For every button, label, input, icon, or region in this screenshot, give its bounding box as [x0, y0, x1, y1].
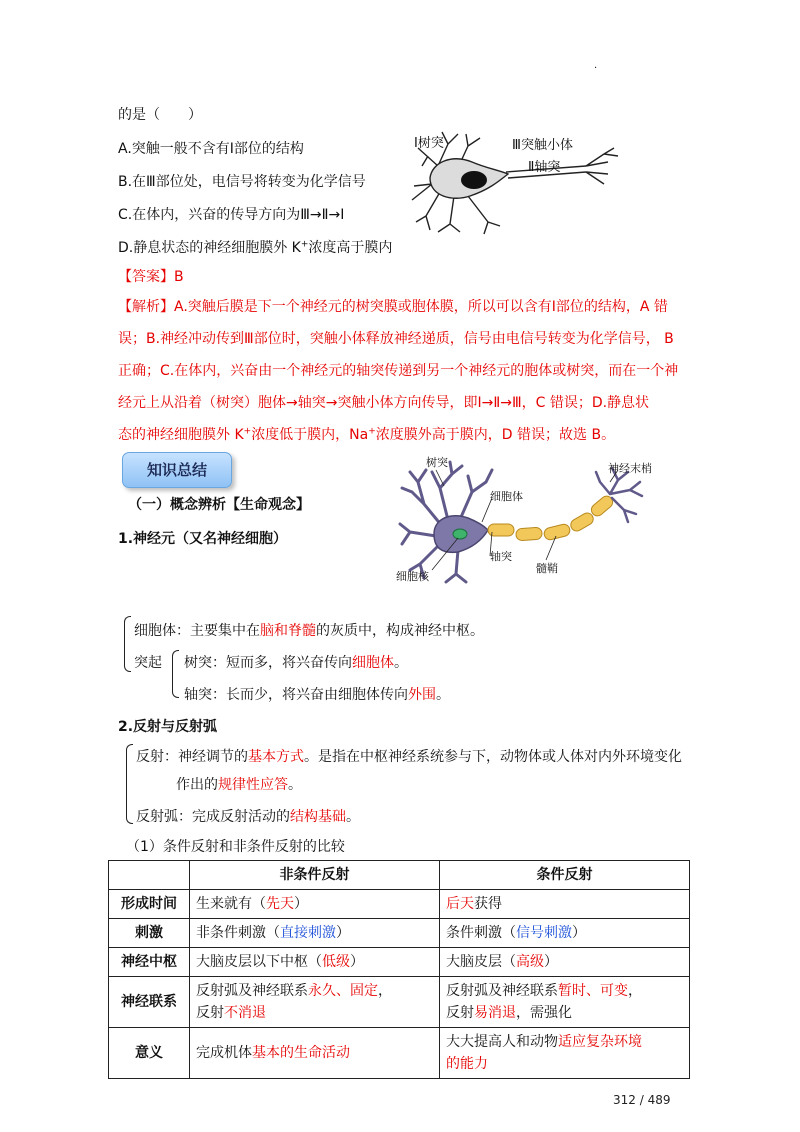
label-myelin: 髓鞘	[536, 562, 558, 575]
label-nucleus: 细胞核	[396, 570, 429, 583]
reflex-comparison-table	[108, 860, 690, 1079]
cell-text-end: ）	[572, 925, 586, 941]
dendrite-text-end: 。	[394, 655, 408, 671]
cell-text-end: ）	[294, 896, 308, 912]
option-d-sup: +	[300, 239, 309, 250]
reflex-text-end: 。是指在中枢神经系统参与下，动物体或人体对内外环境变化	[304, 749, 682, 765]
table-row	[109, 977, 690, 1028]
option-d-text-end: 浓度高于膜内	[308, 240, 393, 256]
cell-text: 大大提高人和动物	[446, 1034, 558, 1050]
reflex-highlight: 基本方式	[248, 749, 304, 765]
cell-highlight: 易消退	[474, 1005, 516, 1021]
analysis-line-5-b: 浓度低于膜内，Na	[251, 427, 369, 443]
analysis-sup-1: +	[243, 426, 252, 437]
reflex-title: 2.反射与反射弧	[118, 719, 218, 735]
cell-text-end: ）	[350, 954, 364, 970]
cell-highlight: 低级	[322, 954, 350, 970]
table-cell	[440, 890, 690, 919]
analysis-line-5-c: 浓度膜外高于膜内，D 错误；故选 B。	[375, 427, 616, 443]
corner-dot: .	[594, 60, 598, 71]
cell-text: 反射	[446, 1005, 474, 1021]
cell-highlight: 后天	[446, 896, 474, 912]
arc-highlight: 结构基础	[290, 809, 346, 825]
analysis-line-3: 正确；C.在体内，兴奋由一个神经元的轴突传递到另一个神经元的胞体或树突，而在一个神	[118, 363, 679, 379]
neuron-figure-2	[396, 452, 666, 584]
cell-text-end: ）	[336, 925, 350, 941]
cell-text-end: 获得	[474, 896, 502, 912]
option-d-text: D.静息状态的神经细胞膜外 K	[118, 240, 301, 256]
table-cell	[190, 948, 440, 977]
cell-text-end: ，需强化	[516, 1005, 572, 1021]
option-d	[118, 237, 392, 257]
label-terminal-1: Ⅲ突触小体	[512, 138, 573, 153]
cell-highlight: 的能力	[446, 1056, 488, 1072]
cell-highlight: 先天	[266, 896, 294, 912]
axon-line	[184, 684, 450, 704]
analysis-sup-2: +	[368, 426, 376, 437]
cell-text: 大脑皮层以下中枢（	[196, 954, 322, 970]
page-number: 312 / 489	[613, 1093, 671, 1107]
axon-highlight: 外围	[408, 687, 436, 703]
cell-body-line	[134, 620, 484, 640]
cell-text: 反射弧及神经联系	[196, 983, 308, 999]
table-row	[109, 890, 690, 919]
analysis-line-1: 【解析】A.突触后膜是下一个神经元的树突膜或胞体膜，所以可以含有Ⅰ部位的结构，A 错	[118, 299, 668, 315]
row-head: 形成时间	[109, 890, 190, 919]
row-head: 神经联系	[109, 977, 190, 1028]
reflex-line2-highlight: 规律性应答	[218, 777, 288, 793]
label-dendrite-2: 树突	[426, 456, 448, 469]
reflex-line2-end: 。	[288, 777, 302, 793]
table-cell	[190, 1028, 440, 1079]
analysis-line-5	[118, 424, 615, 444]
table-cell	[440, 948, 690, 977]
table-cell	[190, 919, 440, 948]
label-nerve-ending: 神经末梢	[608, 462, 652, 475]
reflex-arc-line	[136, 806, 360, 826]
reflex-text: 反射：神经调节的	[136, 749, 248, 765]
cell-highlight: 适应复杂环境	[558, 1034, 642, 1050]
cell-text: 条件刺激（	[446, 925, 516, 941]
table-row	[109, 919, 690, 948]
table-row	[109, 948, 690, 977]
table-cell	[440, 977, 690, 1028]
summary-badge: 知识总结	[122, 452, 232, 488]
answer-tag: 【答案】B	[118, 269, 184, 285]
dendrite-highlight: 细胞体	[352, 655, 394, 671]
cell-body-text-end: 的灰质中，构成神经中枢。	[316, 623, 484, 639]
label-axon-2: 轴突	[490, 550, 512, 563]
table-header-unconditioned: 非条件反射	[190, 861, 440, 890]
reflex-line	[136, 746, 682, 766]
table-cell	[190, 977, 440, 1028]
cell-text-end: ，	[628, 983, 642, 999]
option-b: B.在Ⅲ部位处，电信号将转变为化学信号	[118, 174, 366, 190]
cell-text: 反射	[196, 1005, 224, 1021]
label-axon-1: Ⅱ轴突	[528, 160, 561, 175]
cell-text: 完成机体	[196, 1045, 252, 1061]
question-stem-tail: 的是（ ）	[118, 107, 202, 123]
table-cell	[440, 919, 690, 948]
cell-highlight: 永久、固定	[308, 983, 378, 999]
cell-text: 非条件刺激（	[196, 925, 280, 941]
cell-highlight: 高级	[516, 954, 544, 970]
arc-text: 反射弧：完成反射活动的	[136, 809, 290, 825]
table-header-conditioned: 条件反射	[440, 861, 690, 890]
cell-text: 反射弧及神经联系	[446, 983, 558, 999]
process-label: 突起	[134, 655, 162, 671]
analysis-line-5-a: 态的神经细胞膜外 K	[118, 427, 244, 443]
label-dendrite-1: Ⅰ树突	[414, 136, 444, 151]
cell-highlight: 基本的生命活动	[252, 1045, 350, 1061]
dendrite-text: 树突：短而多，将兴奋传向	[184, 655, 352, 671]
item1-title: 1.神经元（又名神经细胞）	[118, 531, 288, 547]
cell-highlight: 直接刺激	[280, 925, 336, 941]
neuron-brace	[124, 616, 131, 672]
process-brace	[172, 650, 179, 698]
table-cell	[190, 890, 440, 919]
cell-body-text: 细胞体：主要集中在	[134, 623, 260, 639]
dendrite-line	[184, 652, 408, 672]
axon-text-end: 。	[436, 687, 450, 703]
section-title: （一）概念辨析【生命观念】	[128, 497, 310, 513]
cell-body-highlight: 脑和脊髓	[260, 623, 316, 639]
row-head: 神经中枢	[109, 948, 190, 977]
label-cell-body: 细胞体	[490, 490, 523, 503]
table-header-row	[109, 861, 690, 890]
cell-highlight: 不消退	[224, 1005, 266, 1021]
analysis-line-4: 经元上从沿着（树突）胞体→轴突→突触小体方向传导，即Ⅰ→Ⅱ→Ⅲ，C 错误；D.静息状	[118, 395, 650, 411]
option-c: C.在体内，兴奋的传导方向为Ⅲ→Ⅱ→Ⅰ	[118, 207, 345, 223]
row-head: 意义	[109, 1028, 190, 1079]
arc-text-end: 。	[346, 809, 360, 825]
reflex-brace	[126, 744, 133, 824]
compare-title: （1）条件反射和非条件反射的比较	[126, 839, 345, 855]
cell-highlight: 暂时、可变	[558, 983, 628, 999]
cell-text: 大脑皮层（	[446, 954, 516, 970]
cell-text: 生来就有（	[196, 896, 266, 912]
cell-text-end: ）	[544, 954, 558, 970]
cell-text-end: ，	[378, 983, 392, 999]
option-a: A.突触一般不含有Ⅰ部位的结构	[118, 141, 304, 157]
table-cell	[440, 1028, 690, 1079]
analysis-line-2: 误；B.神经冲动传到Ⅲ部位时，突触小体释放神经递质，信号由电信号转变为化学信号， B	[118, 331, 674, 347]
table-header-corner	[109, 861, 190, 890]
reflex-line2-text: 作出的	[176, 777, 218, 793]
cell-highlight: 信号刺激	[516, 925, 572, 941]
axon-text: 轴突：长而少，将兴奋由细胞体传向	[184, 687, 408, 703]
reflex-line-2	[176, 774, 302, 794]
neuron-figure-1	[408, 126, 628, 236]
row-head: 刺激	[109, 919, 190, 948]
table-row	[109, 1028, 690, 1079]
